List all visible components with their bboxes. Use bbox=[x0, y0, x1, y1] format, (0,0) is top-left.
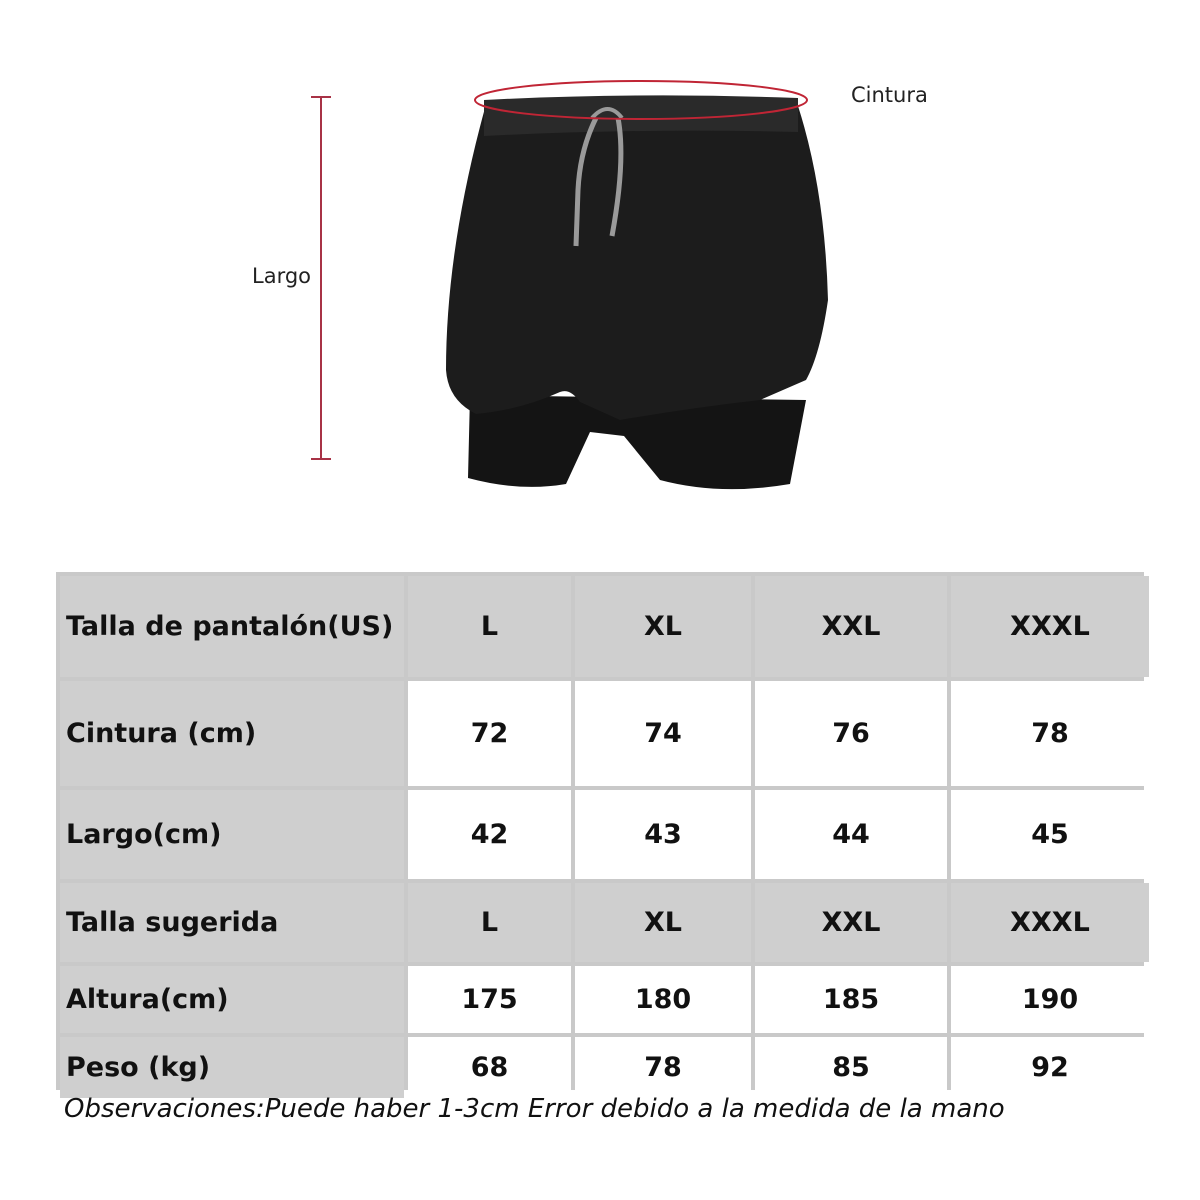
table-cell: 42 bbox=[408, 790, 571, 879]
table-cell: 45 bbox=[951, 790, 1149, 879]
table-cell: 78 bbox=[951, 681, 1149, 786]
table-cell: 43 bbox=[575, 790, 751, 879]
table-cell: XXL bbox=[755, 883, 947, 962]
table-cell: XL bbox=[575, 883, 751, 962]
table-cell: 44 bbox=[755, 790, 947, 879]
measurement-note: Observaciones:Puede haber 1-3cm Error debido a la medida de la mano bbox=[64, 1094, 1005, 1124]
table-cell: 68 bbox=[408, 1037, 571, 1098]
length-label: Largo bbox=[252, 264, 312, 288]
table-cell: XXL bbox=[755, 576, 947, 677]
waist-label: Cintura bbox=[851, 83, 928, 107]
waistband bbox=[484, 95, 798, 136]
row-label-waist: Cintura (cm) bbox=[60, 681, 404, 786]
shorts-body bbox=[446, 106, 828, 420]
table-cell: L bbox=[408, 576, 571, 677]
table-cell: 190 bbox=[951, 966, 1149, 1033]
shorts-illustration bbox=[0, 0, 1200, 540]
table-cell: 85 bbox=[755, 1037, 947, 1098]
table-cell: 78 bbox=[575, 1037, 751, 1098]
row-label-suggested-size: Talla sugerida bbox=[60, 883, 404, 962]
row-label-length: Largo(cm) bbox=[60, 790, 404, 879]
table-cell: 175 bbox=[408, 966, 571, 1033]
table-cell: 92 bbox=[951, 1037, 1149, 1098]
product-diagram bbox=[0, 0, 1200, 540]
row-label-weight: Peso (kg) bbox=[60, 1037, 404, 1098]
table-cell: XL bbox=[575, 576, 751, 677]
table-cell: 180 bbox=[575, 966, 751, 1033]
row-label-pant-size: Talla de pantalón(US) bbox=[60, 576, 404, 677]
table-cell: 72 bbox=[408, 681, 571, 786]
length-measure-line bbox=[311, 97, 331, 459]
table-cell: L bbox=[408, 883, 571, 962]
size-chart-table bbox=[56, 572, 1144, 1090]
table-cell: XXXL bbox=[951, 576, 1149, 677]
table-cell: XXXL bbox=[951, 883, 1149, 962]
table-cell: 76 bbox=[755, 681, 947, 786]
table-cell: 74 bbox=[575, 681, 751, 786]
row-label-height: Altura(cm) bbox=[60, 966, 404, 1033]
table-cell: 185 bbox=[755, 966, 947, 1033]
